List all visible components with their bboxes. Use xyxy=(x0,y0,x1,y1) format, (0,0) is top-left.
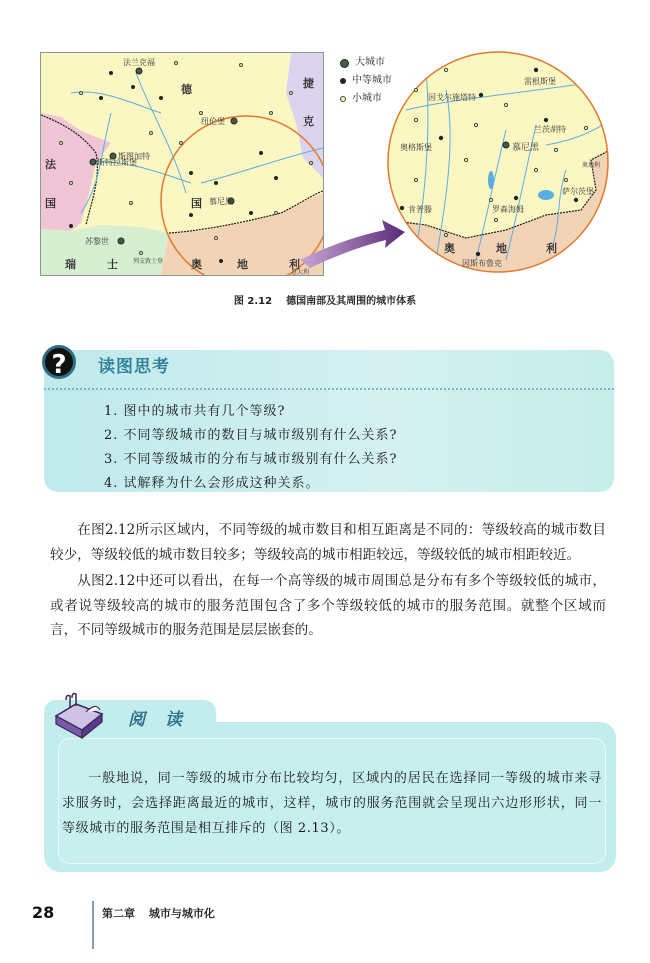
map-legend xyxy=(340,54,392,108)
figure-caption-title: 德国南部及其周围的城市体系 xyxy=(286,296,417,307)
think-box-title: 读图思考 xyxy=(98,357,170,377)
footer-divider xyxy=(92,901,94,949)
city-label-strasbourg: 斯特拉斯堡 xyxy=(97,158,137,167)
country-label-germany-2: 国 xyxy=(191,197,202,210)
question-mark-icon: ? xyxy=(42,345,76,379)
city-label-regensburg: 雷根斯堡 xyxy=(524,77,556,86)
small-city-dot-icon xyxy=(340,96,346,102)
city-label-frankfurt: 法兰克福 xyxy=(123,58,155,67)
question-4: 4. 试解释为什么会形成这种关系。 xyxy=(104,476,320,491)
city-label-kempten: 肯普滕 xyxy=(408,205,432,214)
city-label-zurich: 苏黎世 xyxy=(85,237,109,246)
city-label-munich: 慕尼黑 xyxy=(209,197,233,206)
legend-item-small-city: 小城市 xyxy=(340,90,392,108)
question-3: 3. 不同等级城市的分布与城市级别有什么关系? xyxy=(104,452,398,467)
country-label-austria-zoom-small: 奥地利 xyxy=(582,162,601,169)
legend-item-medium-city: 中等城市 xyxy=(340,72,392,90)
country-label-czech-2: 克 xyxy=(303,115,314,128)
country-label-austria-zoom-1: 奥 xyxy=(444,242,455,255)
dotted-divider xyxy=(44,388,614,390)
country-label-austria-zoom-3: 利 xyxy=(546,242,557,255)
city-label-stuttgart: 斯图加特 xyxy=(118,152,150,161)
country-label-swiss-1: 瑞 xyxy=(65,258,76,271)
city-label-ingolstadt: 因戈尔施塔特 xyxy=(428,93,476,102)
city-label-rosenheim: 罗森海姆 xyxy=(492,205,524,214)
left-map-southern-germany xyxy=(40,52,324,276)
city-label-munich-zoom: 慕尼黑 xyxy=(512,143,540,153)
reading-box-text: 一般地说，同一等级的城市分布比较均匀，区域内的居民在选择同一等级的城市来寻求服务时，会选择距离最近的城市，这样，城市的服务范围就会呈现出六边形形状，同一等级城市的服务范围是相互排斥的（图 2.13）。 xyxy=(62,771,602,836)
city-label-nuremberg: 纽伦堡 xyxy=(201,117,225,126)
city-label-liechtenstein: 列支敦士登 xyxy=(133,258,164,265)
country-label-austria-zoom-2: 地 xyxy=(496,242,507,255)
country-label-austria-3: 利 xyxy=(289,258,300,271)
country-label-france-2: 国 xyxy=(45,197,56,210)
question-1: 1. 图中的城市共有几个等级? xyxy=(104,404,286,419)
medium-city-dot-icon xyxy=(340,78,346,84)
question-2: 2. 不同等级城市的数目与城市级别有什么关系? xyxy=(104,428,398,443)
figure-caption-number: 图 2.12 xyxy=(233,296,273,307)
country-label-austria-1: 奥 xyxy=(191,258,202,271)
city-label-landshut: 兰茨胡特 xyxy=(534,125,566,134)
country-label-germany-1: 德 xyxy=(181,83,192,96)
body-paragraph-2: 从图2.12中还可以看出，在每一个高等级的城市周围总是分布有多个等级较低的城市，或者说等级较高的城市的服务范围包含了多个等级较低的城市的服务范围。就整个区域而言，不同等级城市的服务范围是层层嵌套的。 xyxy=(50,573,606,638)
right-map-munich-zoom xyxy=(386,50,610,274)
reading-box-title: 阅读 xyxy=(128,710,202,730)
page-number: 28 xyxy=(32,903,55,922)
city-label-italy: 意大利 xyxy=(291,269,310,276)
country-label-swiss-2: 士 xyxy=(107,258,118,271)
country-label-czech-1: 捷 xyxy=(303,77,314,90)
big-city-dot-icon xyxy=(340,59,349,68)
city-label-salzburg: 萨尔茨堡 xyxy=(562,187,594,196)
figure-caption xyxy=(0,292,650,307)
city-label-augsburg: 奥格斯堡 xyxy=(400,143,432,152)
notepad-icon xyxy=(52,692,112,742)
country-label-france-1: 法 xyxy=(45,158,56,171)
chapter-title: 第二章 城市与城市化 xyxy=(102,907,215,920)
legend-item-big-city: 大城市 xyxy=(340,54,392,72)
body-paragraph-1: 在图2.12所示区域内，不同等级的城市数目和相互距离是不同的：等级较高的城市数目较少，等级较低的城市数目较多；等级较高的城市相距较远，等级较低的城市相距较近。 xyxy=(50,522,606,563)
country-label-austria-2: 地 xyxy=(237,258,248,271)
city-label-innsbruck: 因斯布鲁克 xyxy=(462,259,502,268)
